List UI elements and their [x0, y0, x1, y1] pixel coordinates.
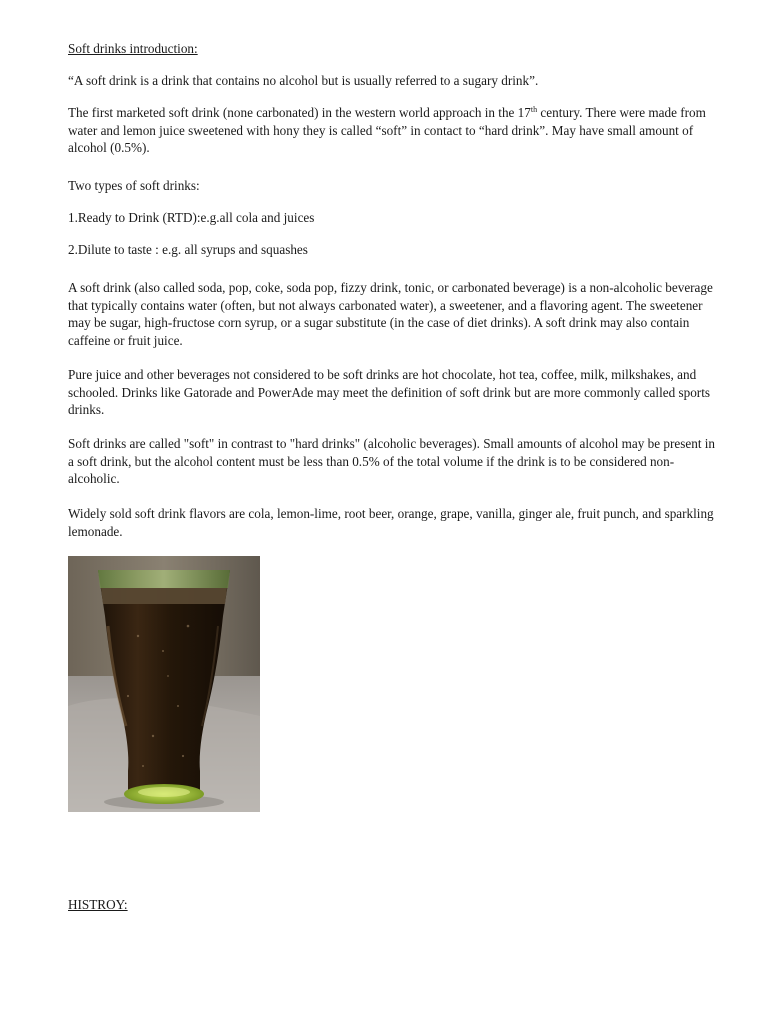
cola-glass-photo: [68, 556, 260, 812]
type-item-1: 1.Ready to Drink (RTD):e.g.all cola and juices: [68, 210, 315, 225]
soft-hard-paragraph: Soft drinks are called "soft" in contrast to "hard drinks" (alcoholic beverages). Small amounts of alcohol may be present in a soft drink, but the alcohol content must be less than 0.5% of the total volume if the drink is to be considered non-alcoholic.: [68, 436, 716, 486]
flavors-paragraph: Widely sold soft drink flavors are cola, lemon-lime, root beer, orange, grape, vanilla, ginger ale, fruit punch, and sparkling lemonade.: [68, 506, 714, 539]
definition-paragraph: A soft drink (also called soda, pop, coke, soda pop, fizzy drink, tonic, or carbonated beverage) is a non-alcoholic beverage that typically contains water (often, but not always carbonated water), a sweetener, and a flavoring agent. The sweetener may be sugar, high-fructose corn syrup, or a sugar substitute (in the case of diet drinks). A soft drink may also contain caffeine or fruit juice.: [68, 280, 713, 348]
superscript-th: th: [530, 105, 538, 114]
history-paragraph: [68, 104, 718, 157]
type-item-2: 2.Dilute to taste : e.g. all syrups and squashes: [68, 242, 308, 257]
types-intro: Two types of soft drinks:: [68, 178, 200, 193]
definition-quote: “A soft drink is a drink that contains no alcohol but is usually referred to a sugary drink”.: [68, 73, 539, 88]
history-text-pre: The first marketed soft drink (none carbonated) in the western world approach in the 17: [68, 105, 531, 120]
history-section-heading: HISTROY:: [68, 897, 128, 912]
exclusions-paragraph: Pure juice and other beverages not considered to be soft drinks are hot chocolate, hot tea, coffee, milk, milkshakes, and schooled. Drinks like Gatorade and PowerAde may meet the definition of soft drink but are more commonly called sports drinks.: [68, 367, 710, 417]
document-heading: Soft drinks introduction:: [68, 41, 198, 56]
history-text-post: century. There were made from water and lemon juice sweetened with hony they is called “soft” in contact to “hard drink”. May have small amount of alcohol (0.5%).: [68, 105, 706, 155]
